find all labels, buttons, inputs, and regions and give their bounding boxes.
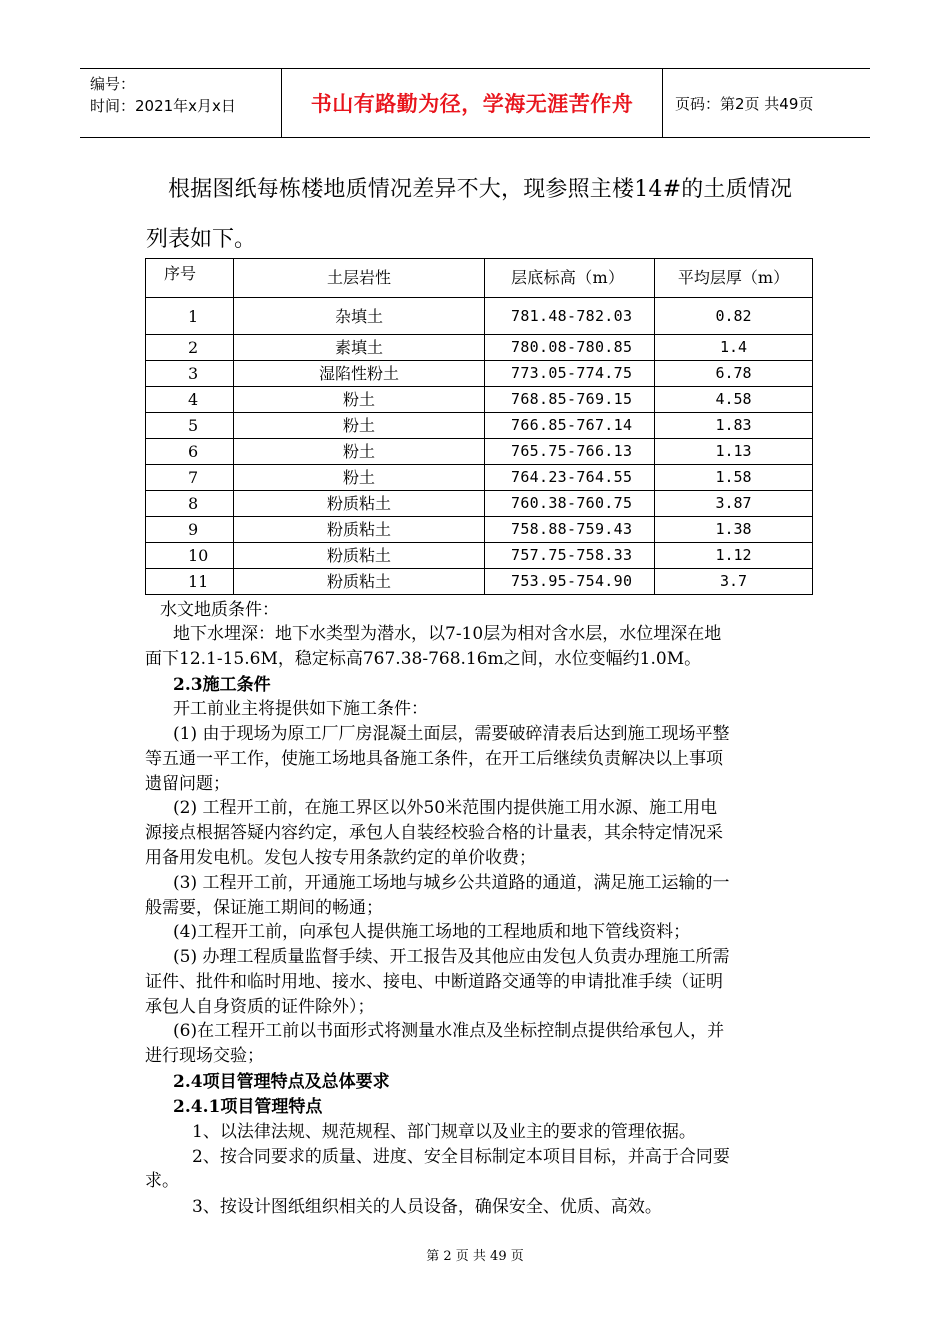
paragraph-line: 1、以法律法规、规范规程、部门规章以及业主的要求的管理依据。 — [192, 1122, 696, 1142]
table-cell: 9 — [146, 517, 234, 543]
column-header: 土层岩性 — [234, 259, 485, 298]
table-cell: 1.38 — [655, 517, 813, 543]
table-row — [146, 491, 813, 517]
paragraph-line: (1) 由于现场为原工厂厂房混凝土面层，需要破碎清表后达到施工现场平整 — [173, 724, 730, 744]
table-cell: 773.05-774.75 — [485, 361, 655, 387]
paragraph-line: 承包人自身资质的证件除外）； — [145, 997, 375, 1017]
header-meta — [80, 69, 282, 137]
column-header: 层底标高（m） — [485, 259, 655, 298]
table-cell: 753.95-754.90 — [485, 569, 655, 595]
column-header: 序号 — [146, 259, 234, 298]
table-cell: 粉土 — [234, 387, 485, 413]
table-cell: 2 — [146, 335, 234, 361]
paragraph-line: 3、按设计图纸组织相关的人员设备，确保安全、优质、高效。 — [192, 1197, 662, 1217]
table-cell: 湿陷性粉土 — [234, 361, 485, 387]
table-row — [146, 543, 813, 569]
table-cell: 1.12 — [655, 543, 813, 569]
table-row — [146, 387, 813, 413]
paragraph-line: (3) 工程开工前，开通施工场地与城乡公共道路的通道，满足施工运输的一 — [173, 873, 730, 893]
table-cell: 6.78 — [655, 361, 813, 387]
table-cell: 粉质粘土 — [234, 491, 485, 517]
paragraph-line: 进行现场交验； — [145, 1046, 264, 1066]
table-row — [146, 439, 813, 465]
table-row — [146, 517, 813, 543]
table-cell: 1.83 — [655, 413, 813, 439]
table-cell: 7 — [146, 465, 234, 491]
table-row — [146, 361, 813, 387]
table-cell: 1.58 — [655, 465, 813, 491]
paragraph-line: (2) 工程开工前，在施工界区以外50米范围内提供施工用水源、施工用电 — [173, 798, 718, 818]
soil-layer-table — [145, 258, 813, 595]
table-cell: 8 — [146, 491, 234, 517]
table-row — [146, 298, 813, 335]
intro-line-1: 根据图纸每栋楼地质情况差异不大，现参照主楼14#的土质情况 — [168, 177, 793, 202]
subsection-heading: 2.4.1项目管理特点 — [173, 1097, 323, 1117]
table-cell: 1.13 — [655, 439, 813, 465]
paragraph-line: 面下12.1-15.6M，稳定标高767.38-768.16m之间，水位变幅约1.0M。 — [145, 649, 702, 669]
table-cell: 781.48-782.03 — [485, 298, 655, 335]
paragraph-line: 遗留问题； — [145, 774, 230, 794]
page-footer: 第 2 页 共 49 页 — [426, 1249, 524, 1264]
table-cell: 760.38-760.75 — [485, 491, 655, 517]
table-cell: 粉质粘土 — [234, 569, 485, 595]
table-cell: 5 — [146, 413, 234, 439]
paragraph-line: 开工前业主将提供如下施工条件： — [173, 699, 428, 719]
intro-line-2: 列表如下。 — [146, 227, 257, 252]
paragraph-line: (6)在工程开工前以书面形式将测量水准点及坐标控制点提供给承包人，并 — [173, 1021, 725, 1041]
paragraph-line: 2、按合同要求的质量、进度、安全目标制定本项目目标，并高于合同要 — [192, 1147, 730, 1167]
table-cell: 10 — [146, 543, 234, 569]
table-cell: 粉土 — [234, 439, 485, 465]
table-cell: 0.82 — [655, 298, 813, 335]
page-header — [80, 68, 870, 138]
paragraph-line: 证件、批件和临时用地、接水、接电、中断道路交通等的申请批准手续（证明 — [145, 972, 723, 992]
hydro-title: 水文地质条件： — [160, 600, 279, 620]
table-cell: 3.7 — [655, 569, 813, 595]
table-row — [146, 465, 813, 491]
table-row — [146, 335, 813, 361]
table-cell: 11 — [146, 569, 234, 595]
table-row — [146, 569, 813, 595]
table-cell: 1 — [146, 298, 234, 335]
table-cell: 3 — [146, 361, 234, 387]
table-cell: 758.88-759.43 — [485, 517, 655, 543]
paragraph-line: 地下水埋深：地下水类型为潜水，以7-10层为相对含水层，水位埋深在地 — [173, 624, 722, 644]
paragraph-line: (5) 办理工程质量监督手续、开工报告及其他应由发包人负责办理施工所需 — [173, 947, 730, 967]
table-cell: 粉土 — [234, 413, 485, 439]
table-cell: 757.75-758.33 — [485, 543, 655, 569]
paragraph-line: 源接点根据答疑内容约定，承包人自装经校验合格的计量表，其余特定情况采 — [145, 823, 723, 843]
table-cell: 3.87 — [655, 491, 813, 517]
table-cell: 4.58 — [655, 387, 813, 413]
table-header-row — [146, 259, 813, 298]
table-cell: 4 — [146, 387, 234, 413]
column-header: 平均层厚（m） — [655, 259, 813, 298]
paragraph-line: (4)工程开工前，向承包人提供施工场地的工程地质和地下管线资料； — [173, 922, 691, 942]
table-row — [146, 413, 813, 439]
table-cell: 765.75-766.13 — [485, 439, 655, 465]
table-cell: 素填土 — [234, 335, 485, 361]
table-cell: 杂填土 — [234, 298, 485, 335]
paragraph-line: 用备用发电机。发包人按专用条款约定的单价收费； — [145, 848, 536, 868]
document-date: 时间：2021年x月x日 — [90, 97, 236, 115]
paragraph-line: 般需要，保证施工期间的畅通； — [145, 898, 383, 918]
table-cell: 粉土 — [234, 465, 485, 491]
header-page-number: 页码：第2页 共49页 — [675, 94, 814, 113]
header-motto: 书山有路勤为径，学海无涯苦作舟 — [282, 69, 663, 137]
table-cell: 780.08-780.85 — [485, 335, 655, 361]
table-cell: 766.85-767.14 — [485, 413, 655, 439]
table-cell: 粉质粘土 — [234, 543, 485, 569]
section-heading: 2.3施工条件 — [173, 675, 271, 695]
document-number-label: 编号： — [90, 75, 136, 93]
table-cell: 764.23-764.55 — [485, 465, 655, 491]
paragraph-line: 求。 — [145, 1171, 179, 1191]
table-cell: 768.85-769.15 — [485, 387, 655, 413]
table-cell: 6 — [146, 439, 234, 465]
section-heading: 2.4项目管理特点及总体要求 — [173, 1072, 390, 1092]
paragraph-line: 等五通一平工作，使施工场地具备施工条件，在开工后继续负责解决以上事项 — [145, 749, 723, 769]
table-cell: 1.4 — [655, 335, 813, 361]
table-cell: 粉质粘土 — [234, 517, 485, 543]
